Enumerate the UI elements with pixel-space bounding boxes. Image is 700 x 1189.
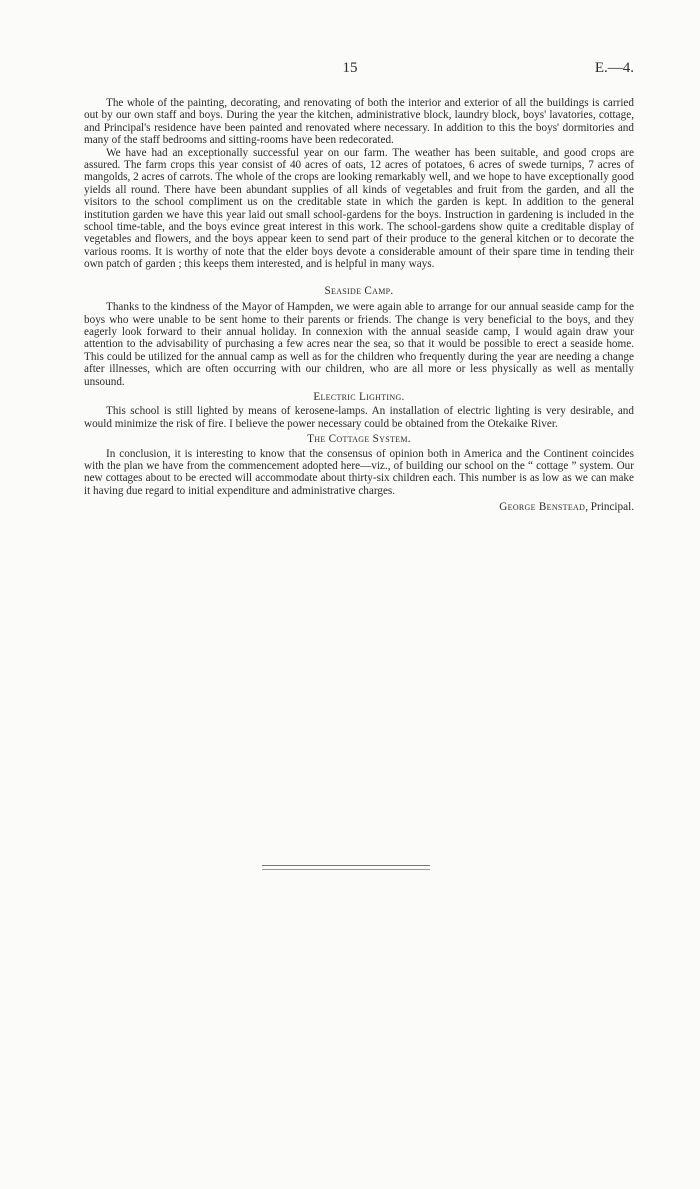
paragraph-renovation: The whole of the painting, decorating, and renovating of both the interior and exterior of all the buildings is carried out by our own staff and boys. During the year the kitchen, administrative block, laundry block, boys' lavatories, cottage, and Principal's residence have been painted and renovated where necessary. In addition to this the boys' dormitories and many of the staff bedrooms and sitting-rooms have been redecorated. [84, 97, 634, 147]
document-reference: E.—4. [594, 60, 634, 76]
signature [84, 501, 634, 513]
paragraph-cottage-system: In conclusion, it is interesting to know that the consensus of opinion both in America and the Continent coincides with the plan we have from the commencement adopted here—viz., of building our school on the “ cottage ” system. Our new cottages about to be erected will accommodate about thirty-six children each. This number is as low as we can make it having due regard to initial expenditure and administrative charges. [84, 447, 634, 497]
page-header [60, 60, 640, 80]
heading-electric-lighting: Electric Lighting. [313, 390, 405, 403]
signature-title: , Principal. [585, 501, 634, 514]
closing-rule [262, 865, 430, 870]
paragraph-farm: We have had an exceptionally successful year on our farm. The weather has been suitable, and good crops are assured. The farm crops this year consist of 40 acres of oats, 12 acres of potatoes, 6 acres of swede turnips, 7 acres of mangolds, 2 acres of carrots. The whole of the crops are looking remarkably well, and we hope to have exceptionally good yields all round. There have been abundant supplies of all kinds of vegetables and fruit from the garden, and all the visitors to the school compliment us on the creditable state in which the garden is kept. In addition to the general institution garden we have this year laid out small school-gardens for the boys. Instruction in gardening is included in the school time-table, and the boys evince great interest in this work. The school-gardens show quite a creditable display of vegetables and flowers, and the boys appear keen to send part of their produce to the general kitchen or to decorate the various rooms. It is worthy of note that the elder boys devote a considerable amount of their spare time in tending their own patch of garden ; this keeps them interested, and is helpful in many ways. [84, 146, 634, 271]
page-number: 15 [342, 60, 358, 76]
paragraph-electric-lighting: This school is still lighted by means of kerosene-lamps. An installation of electric lighting is very desirable, and would minimize the risk of fire. I believe the power necessary could be obtained from the Otekaike River. [84, 405, 634, 430]
heading-seaside-camp: Seaside Camp. [324, 284, 394, 297]
signature-name: George Benstead [499, 501, 586, 514]
heading-cottage-system: The Cottage System. [307, 433, 411, 446]
paragraph-seaside-camp: Thanks to the kindness of the Mayor of Hampden, we were again able to arrange for our annual seaside camp for the boys who were unable to be sent home to their parents or friends. The change is very beneficial to the boys, and they eagerly look forward to their annual holiday. In connexion with the annual seaside camp, I would again draw your attention to the advisability of purchasing a few acres near the sea, so that it would be possible to erect a seaside home. This could be utilized for the annual camp as well as for the children who frequently during the year are needing a change after illnesses, which are often occurring with our children, who are all more or less physically as well as mentally unsound. [84, 301, 634, 388]
page-body [84, 97, 634, 514]
